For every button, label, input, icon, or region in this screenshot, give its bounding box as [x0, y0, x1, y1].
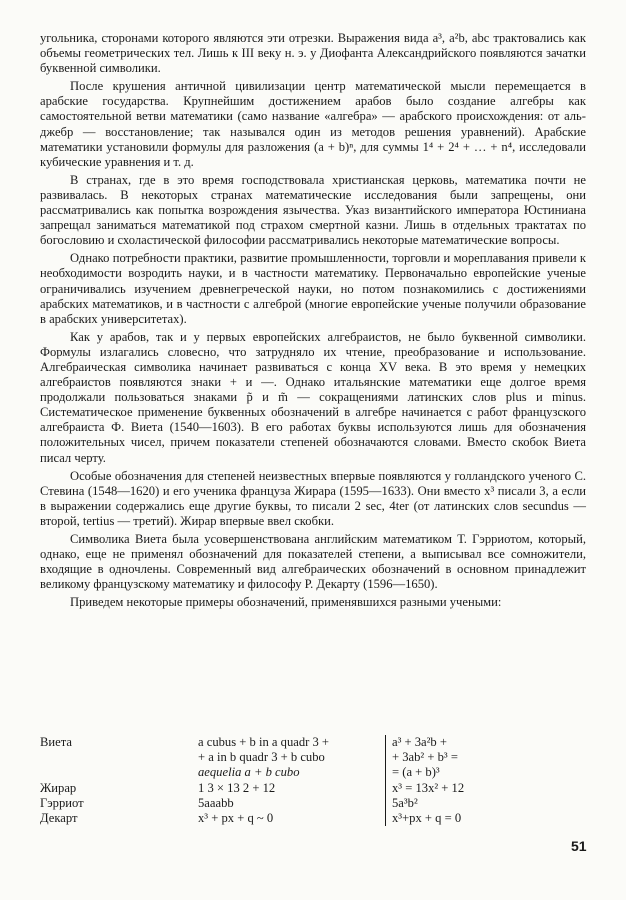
page-number: 51 — [571, 838, 587, 854]
modern-line: a³ + 3a²b + — [392, 735, 447, 749]
example-row — [40, 735, 586, 781]
paragraph: Приведем некоторые примеры обозначений, применявшихся разными учеными: — [70, 595, 502, 610]
paragraph: Как у арабов, так и у первых европейских алгебраистов, не было буквенной символики. Формулы излагались словесно, что затрудняло их чтение, преобразование и использование. Алгебраическая символика начинает развиваться с конца XV века. В это время у немецких алгебраистов появляются знаки + и —. Однако итальянские математики еще долгое время продолжали пользоваться знаками p̃ и m̃ — сокращениями латинских слов plus и minus. Систематическое применение буквенных обозначений в алгебре начинается с работ французского алгебраиста Ф. Виета (1540—1603). В его работах буквы используются лишь для обозначения положительных чисел, причем показатели степеней обозначаются словами. Вместо скобок Виета писал черту. — [40, 329, 586, 465]
paragraph: В странах, где в это время господствовала христианская церковь, математика почти не развивалась. В некоторых странах математические исследования были запрещены, они рассматривались как попытка возрождения язычества. Указ византийского императора Юстиниана запрещал заниматься математикой под страхом смертной казни. Лишь в отдельных трактатах по богословию и схоластической философии рассматривались некоторые математические вопросы. — [40, 172, 586, 248]
modern-line: 5a³b² — [392, 795, 418, 810]
historical-notation — [198, 781, 385, 796]
modern-line: x³+px + q = 0 — [392, 811, 462, 826]
example-row — [40, 781, 586, 796]
example-row — [40, 811, 586, 826]
paragraph: Однако потребности практики, развитие промышленности, торговли и мореплавания привели к необходимости возродить науки, и в частности математику. Первоначально европейские ученые ограничивались изучением древнегреческой науки, но потом познакомились с достижениями арабских математиков, и в частности с алгеброй (многие европейские ученые получили образование в арабских университетах). — [40, 251, 586, 326]
modern-notation — [385, 796, 542, 811]
paragraph: Особые обозначения для степеней неизвестных впервые появляются у голландского ученого С. Стевина (1548—1620) и его ученика француза Жирара (1595—1633). Они вместо x³ писали 3, а если в выражении содержались еще другие буквы, то писали 2 sec, 4ter (от латинских слов secundus — второй, tertius — третий). Жирар впервые ввел скобки. — [40, 468, 586, 528]
notation-line: a cubus + b in a quadr 3 + — [198, 735, 330, 749]
mathematician-name: Виета — [40, 735, 72, 749]
paragraph: Символика Виета была усовершенствована английским математиком Т. Гэрриотом, который, однако, еще не применял обозначений для показателей степени, а выписывал все сомножители, входящие в одночлены. Современный вид алгебраических обозначений в основном принадлежит великому французскому математику и философу Р. Декарту (1596—1650). — [40, 532, 586, 592]
notation-line: x³ + px + q ~ 0 — [198, 811, 274, 826]
paragraph: После крушения античной цивилизации центр математической мысли перемещается в арабские государства. Крупнейшим достижением арабов было создание алгебры как самостоятельной ветви математики (само название «алгебра» — арабского происхождения: от аль-джебр — восстановление; так назывался один из методов решения уравнений). Арабские математики установили формулы для разложения (a + b)ⁿ, для суммы 1⁴ + 2⁴ + … + n⁴, исследовали кубические уравнения и т. д. — [40, 79, 586, 169]
modern-line: = (a + b)³ — [392, 765, 440, 780]
notation-line: 5aaabb — [198, 795, 234, 810]
mathematician-name: Декарт — [40, 811, 78, 826]
modern-notation — [385, 781, 542, 796]
mathematician-name: Жирар — [40, 780, 77, 795]
example-row — [40, 796, 586, 811]
historical-notation — [198, 735, 385, 781]
paragraph: угольника, сторонами которого являются эти отрезки. Выражения вида a³, a²b, abc трактовались как объемы геометрических тел. Лишь к III веку н. э. у Диофанта Александрийского появляются зачатки буквенной символики. — [40, 31, 586, 76]
notation-line: + a in b quadr 3 + b cubo — [198, 750, 325, 765]
mathematician-name: Гэрриот — [40, 795, 84, 810]
body-text — [40, 31, 586, 613]
historical-notation — [198, 796, 385, 811]
historical-notation — [198, 811, 385, 826]
modern-line: x³ = 13x² + 12 — [392, 780, 465, 795]
modern-notation — [385, 735, 542, 781]
modern-line: + 3ab² + b³ = — [392, 750, 458, 765]
notation-examples-table — [40, 735, 586, 826]
modern-notation — [385, 811, 542, 826]
notation-line: aequelia a + b cubo — [198, 765, 300, 780]
notation-line: 1 3 × 13 2 + 12 — [198, 780, 276, 795]
